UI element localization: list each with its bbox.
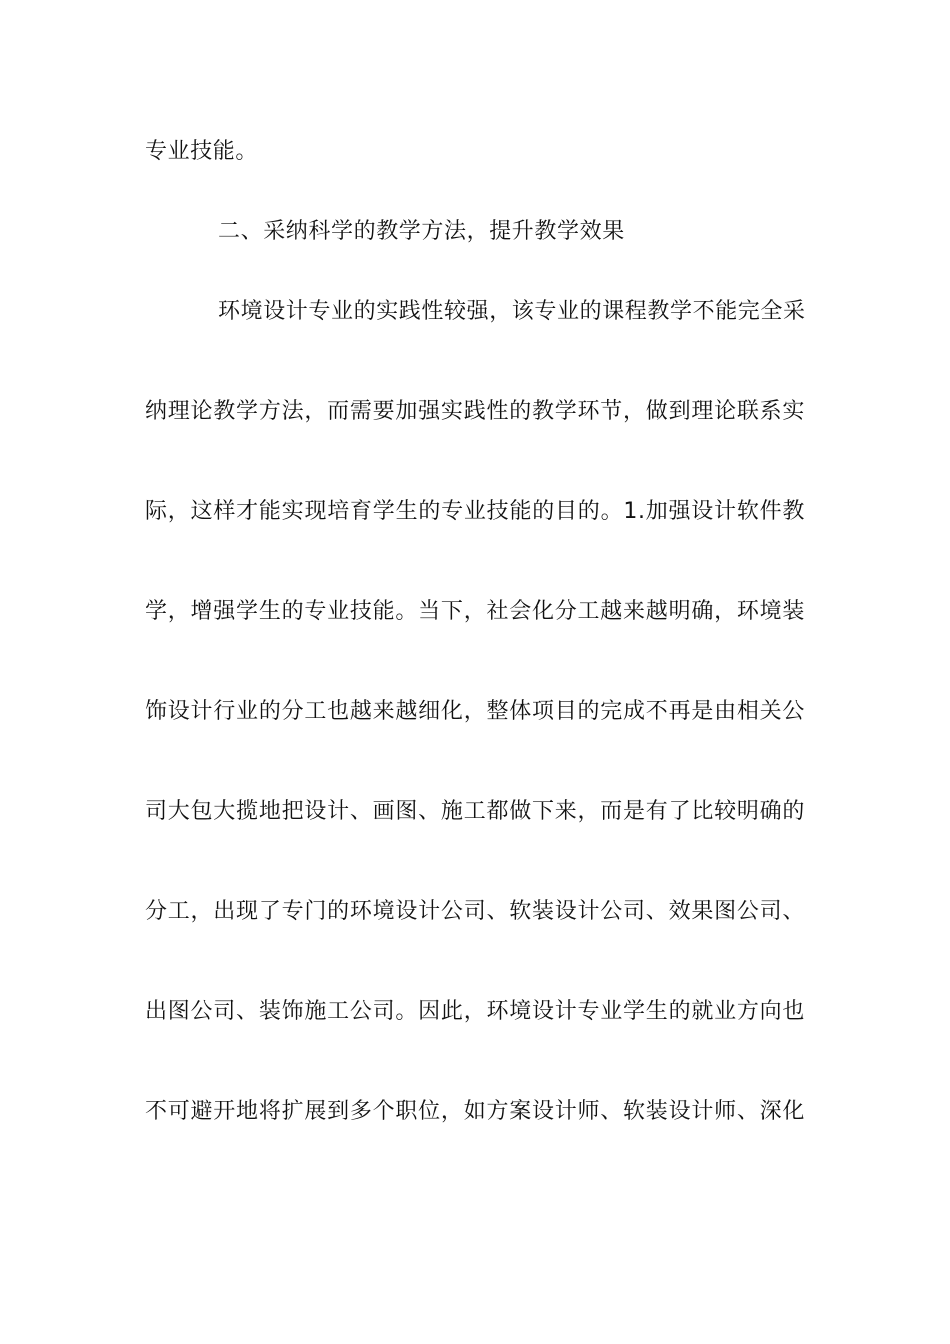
text-line-8: 司大包大揽地把设计、画图、施工都做下来，而是有了比较明确的 [145,799,805,824]
text-line-10: 出图公司、装饰施工公司。因此，环境设计专业学生的就业方向也 [145,999,805,1024]
text-line-1: 专业技能。 [145,139,259,164]
text-line-3: 环境设计专业的实践性较强，该专业的课程教学不能完全采 [218,299,806,324]
text-line-5: 际，这样才能实现培育学生的专业技能的目的。1.加强设计软件教 [145,499,805,524]
text-line-6: 学，增强学生的专业技能。当下，社会化分工越来越明确，环境装 [145,599,805,624]
text-line-4: 纳理论教学方法，而需要加强实践性的教学环节，做到理论联系实 [145,399,805,424]
text-line-9: 分工，出现了专门的环境设计公司、软装设计公司、效果图公司、 [145,899,805,924]
text-line-7: 饰设计行业的分工也越来越细化，整体项目的完成不再是由相关公 [145,699,805,724]
text-line-11: 不可避开地将扩展到多个职位，如方案设计师、软装设计师、深化 [145,1099,805,1124]
section-heading: 二、采纳科学的教学方法，提升教学效果 [218,219,625,244]
